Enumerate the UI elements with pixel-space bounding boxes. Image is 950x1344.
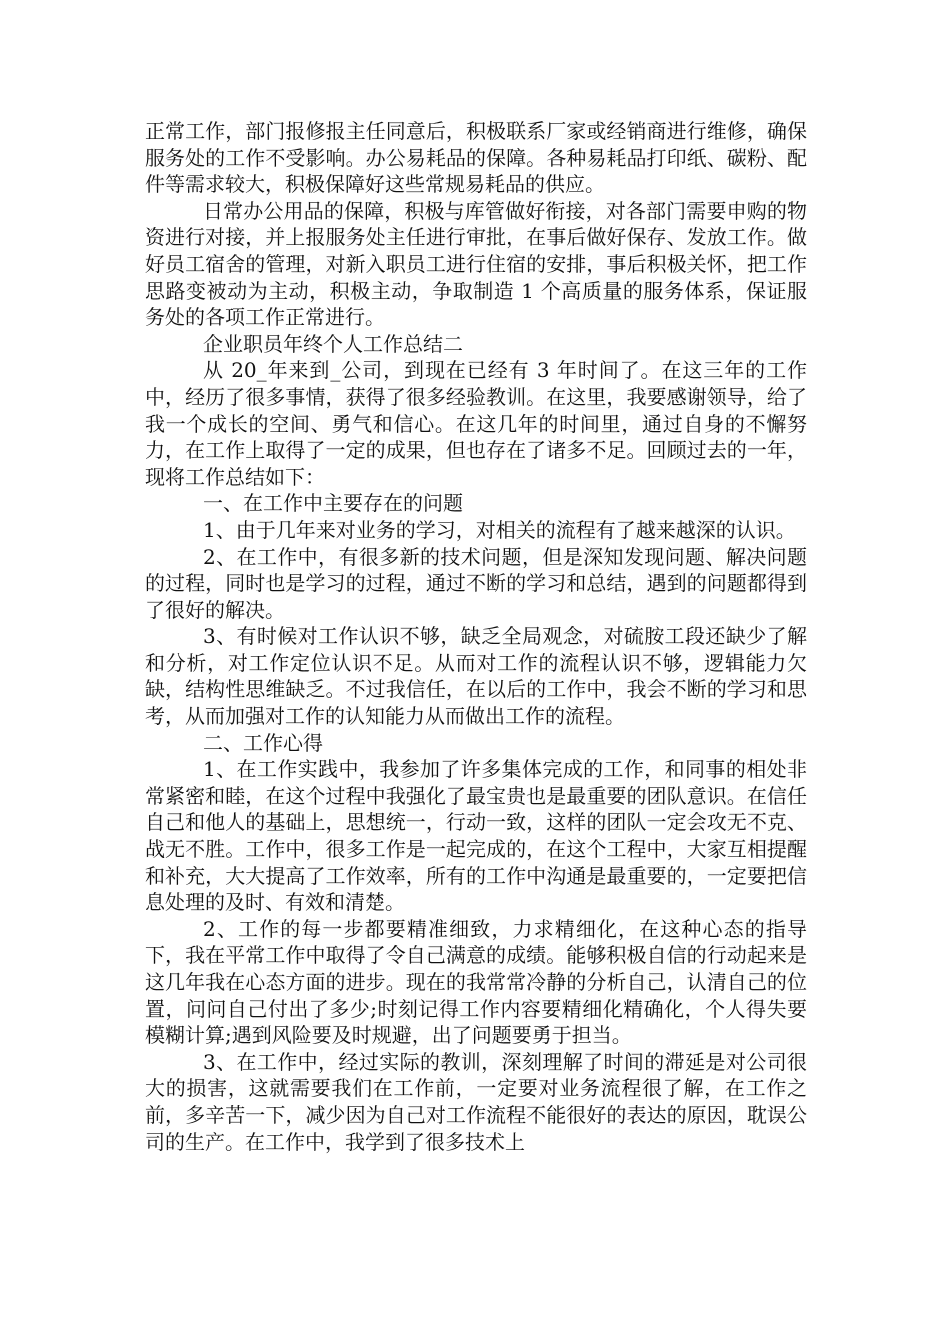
document-body: [145, 118, 807, 1155]
problem-item-1: 1、由于几年来对业务的学习，对相关的流程有了越来越深的认识。: [203, 517, 796, 542]
paragraph-1: 正常工作，部门报修报主任同意后，积极联系厂家或经销商进行维修，确保服务处的工作不受影响。办公易耗品的保障。各种易耗品打印纸、碳粉、配件等需求较大，积极保障好这些常规易耗品的供应。: [145, 119, 807, 197]
paragraph-intro: 从 20_年来到_公司，到现在已经有 3 年时间了。在这三年的工作中，经历了很多事情，获得了很多经验教训。在这里，我要感谢领导，给了我一个成长的空间、勇气和信心。在这几年的时间里，通过自身的不懈努力，在工作上取得了一定的成果，但也存在了诸多不足。回顾过去的一年，现将工作总结如下：: [145, 358, 807, 489]
experience-item-1: 1、在工作实践中，我参加了许多集体完成的工作，和同事的相处非常紧密和睦，在这个过程中我强化了最宝贵也是最重要的团队意识。在信任自己和他人的基础上，思想统一，行动一致，这样的团队一定会攻无不克、战无不胜。工作中，很多工作是一起完成的，在这个工程中，大家互相提醒和补充，大大提高了工作效率，所有的工作中沟通是最重要的，一定要把信息处理的及时、有效和清楚。: [145, 757, 807, 915]
heading-problems: 一、在工作中主要存在的问题: [203, 491, 463, 516]
problem-item-3: 3、有时候对工作认识不够，缺乏全局观念，对硫胺工段还缺少了解和分析，对工作定位认识不足。从而对工作的流程认识不够，逻辑能力欠缺，结构性思维缺乏。不过我信任，在以后的工作中，我会不断的学习和思考，从而加强对工作的认知能力从而做出工作的流程。: [145, 624, 807, 729]
section-title: 企业职员年终个人工作总结二: [203, 331, 463, 356]
paragraph-2: 日常办公用品的保障，积极与库管做好衔接，对各部门需要申购的物资进行对接，并上报服务处主任进行审批，在事后做好保存、发放工作。做好员工宿舍的管理，对新入职员工进行住宿的安排，事后积极关怀，把工作思路变被动为主动，积极主动，争取制造 1 个高质量的服务体系，保证服务处的各项工作正常进行。: [145, 198, 807, 330]
experience-item-2: 2、工作的每一步都要精准细致，力求精细化，在这种心态的指导下，我在平常工作中取得了令自己满意的成绩。能够积极自信的行动起来是这几年我在心态方面的进步。现在的我常常冷静的分析自己，认清自己的位置，问问自己付出了多少;时刻记得工作内容要精细化精确化，个人得失要模糊计算;遇到风险要及时规避，出了问题要勇于担当。: [145, 916, 807, 1048]
heading-experience: 二、工作心得: [203, 730, 323, 755]
problem-item-2: 2、在工作中，有很多新的技术问题，但是深知发现问题、解决问题的过程，同时也是学习的过程，通过不断的学习和总结，遇到的问题都得到了很好的解决。: [145, 544, 807, 622]
experience-item-3: 3、在工作中，经过实际的教训，深刻理解了时间的滞延是对公司很大的损害，这就需要我们在工作前，一定要对业务流程很了解，在工作之前，多辛苦一下，减少因为自己对工作流程不能很好的表达的原因，耽误公司的生产。在工作中，我学到了很多技术上: [145, 1049, 807, 1154]
